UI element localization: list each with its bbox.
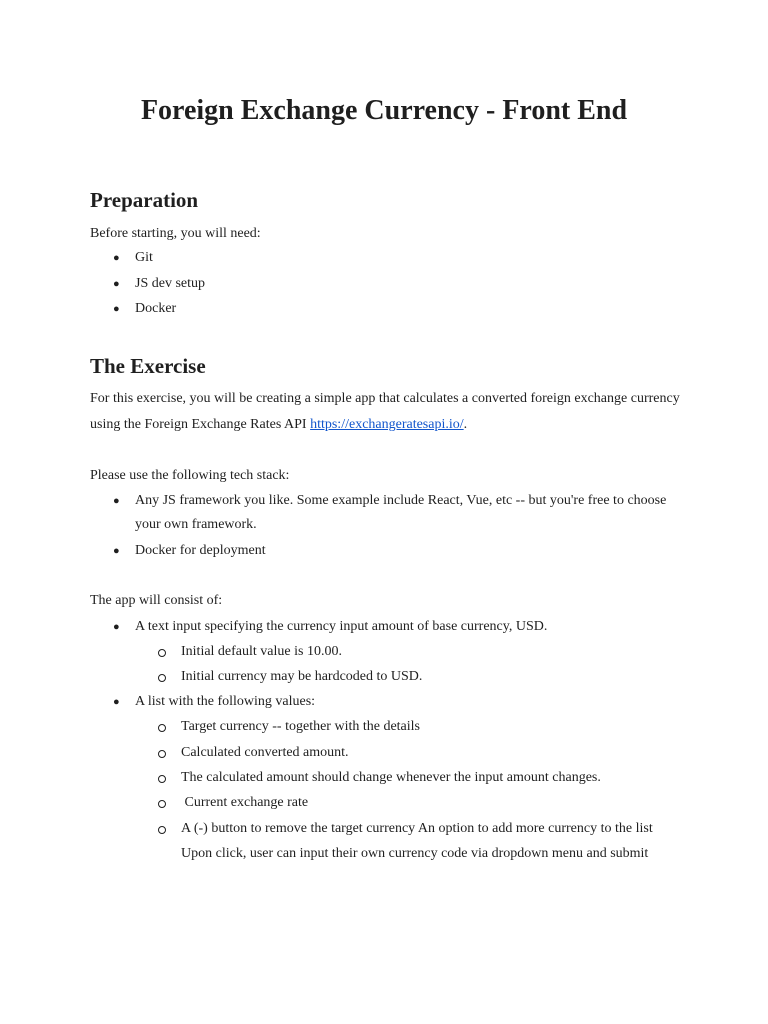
circle-bullet-icon (158, 775, 166, 783)
circle-bullet-icon (158, 674, 166, 682)
circle-bullet-icon (158, 800, 166, 808)
bullet-icon: ● (113, 495, 120, 507)
list-item: Docker for deployment (135, 543, 266, 558)
circle-bullet-icon (158, 750, 166, 758)
circle-bullet-icon (158, 649, 166, 657)
circle-bullet-icon (158, 826, 166, 834)
list-item-continuation: your own framework. (135, 517, 257, 532)
sub-list-item: Initial default value is 10.00. (181, 644, 342, 659)
exercise-heading: The Exercise (90, 354, 206, 378)
circle-bullet-icon (158, 724, 166, 732)
bullet-icon: ● (113, 621, 120, 633)
preparation-heading: Preparation (90, 188, 199, 212)
sub-list-item: A (-) button to remove the target currency An option to add more currency to the list (181, 821, 653, 836)
tech-stack-intro: Please use the following tech stack: (90, 468, 290, 483)
preparation-intro: Before starting, you will need: (90, 226, 261, 241)
sub-list-item: Initial currency may be hardcoded to USD. (181, 669, 423, 684)
sub-list-item: Current exchange rate (181, 795, 309, 810)
bullet-icon: ● (113, 303, 120, 315)
list-item: A list with the following values: (135, 694, 316, 709)
exercise-paragraph-line2 (90, 415, 467, 435)
exercise-paragraph-line1: For this exercise, you will be creating a simple app that calculates a converted foreign exchange currency (90, 391, 680, 406)
bullet-icon: ● (113, 252, 120, 264)
bullet-icon: ● (113, 696, 120, 708)
exercise-line2-prefix: using the Foreign Exchange Rates API (90, 417, 311, 432)
list-item: A text input specifying the currency input amount of base currency, USD. (135, 619, 548, 634)
app-intro: The app will consist of: (90, 593, 223, 608)
list-item: Git (135, 250, 153, 265)
exchange-rates-api-link[interactable]: https://exchangeratesapi.io/ (310, 417, 464, 432)
exercise-line2-suffix: . (463, 417, 468, 432)
bullet-icon: ● (113, 545, 120, 557)
document-title: Foreign Exchange Currency - Front End (140, 95, 628, 126)
bullet-icon: ● (113, 278, 120, 290)
sub-list-item: Calculated converted amount. (181, 745, 349, 760)
list-item: Any JS framework you like. Some example include React, Vue, etc -- but you're free to choose (135, 493, 667, 508)
sub-list-item: The calculated amount should change whenever the input amount changes. (181, 770, 601, 785)
sub-list-item-continuation: Upon click, user can input their own currency code via dropdown menu and submit (181, 846, 649, 861)
sub-list-item: Target currency -- together with the details (181, 719, 420, 734)
list-item: Docker (135, 301, 177, 316)
list-item: JS dev setup (135, 276, 205, 291)
